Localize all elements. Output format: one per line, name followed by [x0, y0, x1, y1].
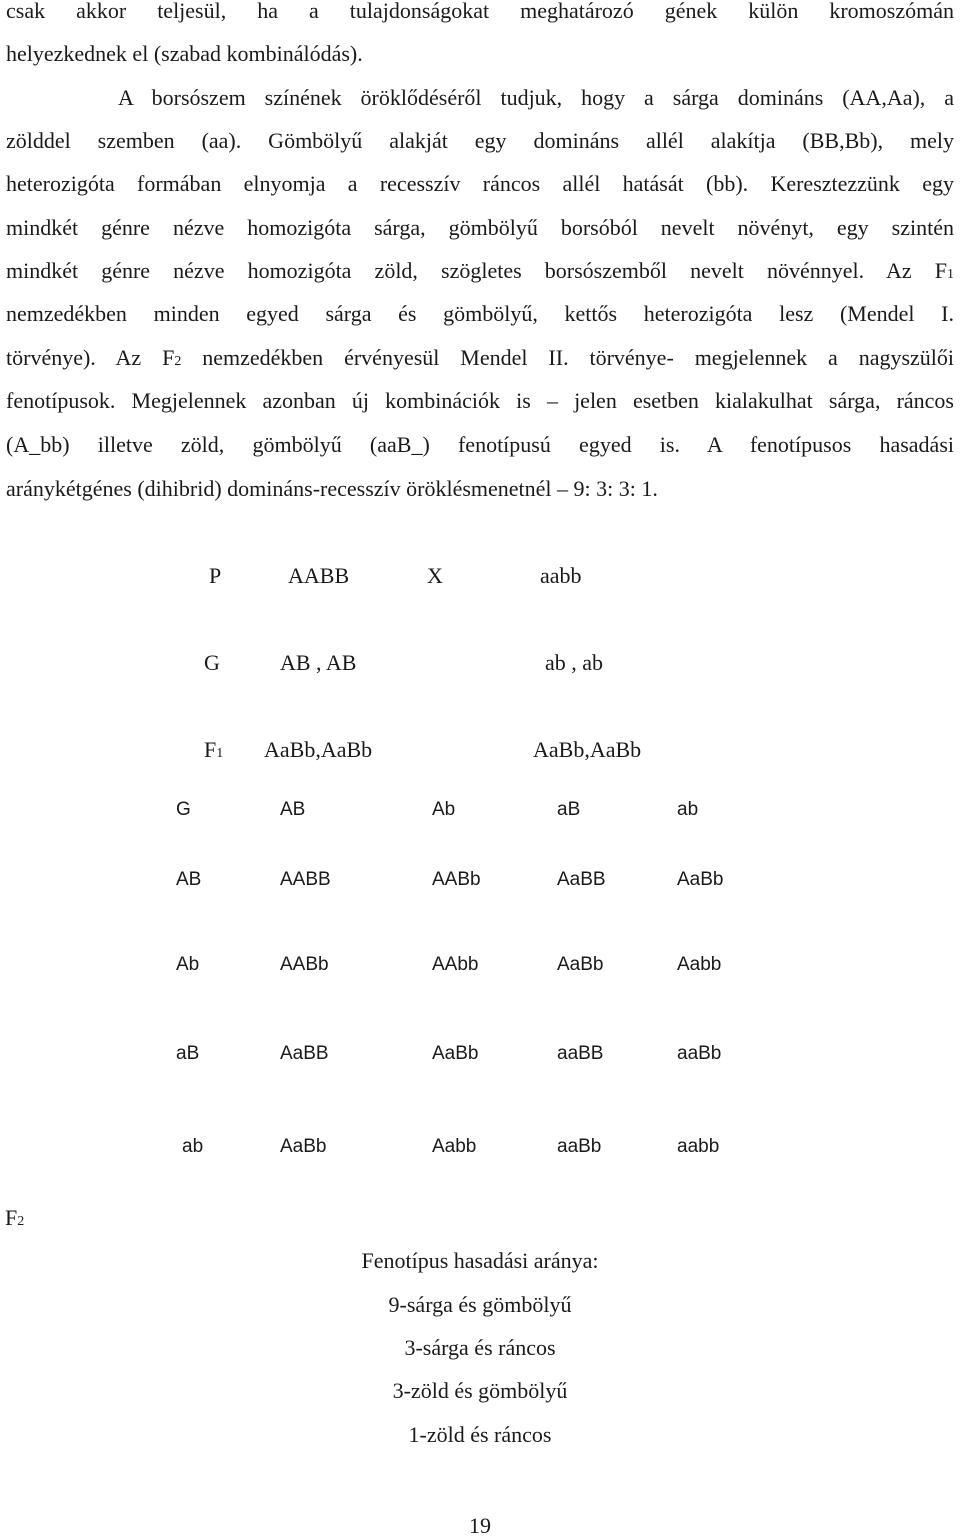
cross-symbol: X: [427, 563, 443, 588]
punnett-cell: aaBb: [677, 1043, 722, 1064]
paragraph-line: csak akkor teljesül, ha a tulajdonságokat meghatározó gének külön kromoszómán: [6, 0, 954, 23]
punnett-cell: Aabb: [677, 954, 722, 975]
phenotype-item: 1-zöld és ráncos: [408, 1422, 552, 1447]
punnett-cell: Aabb: [432, 1136, 477, 1157]
punnett-cell: AAbb: [432, 954, 479, 975]
paragraph-line: zölddel szemben (aa). Gömbölyű alakját egy domináns allél alakítja (BB,Bb), mely: [6, 128, 954, 153]
punnett-header-cell: Ab: [432, 799, 456, 820]
paragraph-line: mindkét génre nézve homozigóta zöld, szögletes borsószemből nevelt növénnyel. Az F1: [6, 258, 954, 283]
punnett-cell: AaBb: [677, 869, 724, 890]
punnett-cell: aaBb: [557, 1136, 602, 1157]
f2-label: F2: [5, 1205, 25, 1230]
paragraph-line: aránykétgénes (dihibrid) domináns-recesszív öröklésmenetnél – 9: 3: 3: 1.: [6, 476, 658, 501]
phenotype-item: 9-sárga és gömbölyű: [388, 1292, 572, 1317]
punnett-row-label: aB: [176, 1043, 200, 1064]
paragraph-line: fenotípusok. Megjelennek azonban új kombinációk is – jelen esetben kialakulhat sárga, ráncos: [6, 388, 954, 413]
f1-label: F1: [204, 737, 224, 762]
page-number: 19: [469, 1513, 491, 1538]
g-label: G: [204, 650, 220, 675]
paragraph-line: nemzedékben minden egyed sárga és gömbölyű, kettős heterozigóta lesz (Mendel I.: [6, 301, 954, 326]
p-label: P: [209, 563, 222, 588]
parent1-gametes: AB , AB: [280, 650, 357, 675]
punnett-cell: aabb: [677, 1136, 720, 1157]
punnett-header-cell: aB: [557, 799, 581, 820]
punnett-row-label: Ab: [176, 954, 200, 975]
punnett-row-label: AB: [176, 869, 202, 890]
punnett-cell: AaBb: [557, 954, 604, 975]
paragraph-line: törvénye). Az F2 nemzedékben érvényesül Mendel II. törvénye- megjelennek a nagyszülői: [6, 345, 954, 370]
punnett-cell: AaBB: [280, 1043, 329, 1064]
paragraph-line: A borsószem színének öröklődéséről tudjuk, hogy a sárga domináns (AA,Aa), a: [118, 85, 954, 110]
parent1-genotype: AABB: [288, 563, 350, 588]
paragraph-line: mindkét génre nézve homozigóta sárga, gömbölyű borsóból nevelt növényt, egy szintén: [6, 215, 954, 240]
punnett-header-cell: ab: [677, 799, 699, 820]
punnett-cell: AABB: [280, 869, 331, 890]
paragraph-line: heterozigóta formában elnyomja a recesszív ráncos allél hatását (bb). Keresztezzünk egy: [6, 171, 954, 196]
paragraph-line: helyezkednek el (szabad kombinálódás).: [6, 41, 363, 66]
punnett-header-cell: G: [176, 799, 191, 820]
punnett-header-cell: AB: [280, 799, 306, 820]
parent2-genotype: aabb: [540, 563, 582, 588]
punnett-cell: AABb: [280, 954, 329, 975]
phenotype-item: 3-sárga és ráncos: [404, 1335, 556, 1360]
paragraph-line: (A_bb) illetve zöld, gömbölyű (aaB_) fenotípusú egyed is. A fenotípusos hasadási: [6, 432, 954, 457]
parent2-gametes: ab , ab: [545, 650, 604, 675]
phenotype-item: 3-zöld és gömbölyű: [392, 1378, 568, 1403]
punnett-row-label: ab: [182, 1136, 204, 1157]
phenotype-title: Fenotípus hasadási aránya:: [361, 1248, 599, 1273]
f1-offspring-2: AaBb,AaBb: [533, 737, 642, 762]
punnett-cell: AaBb: [280, 1136, 327, 1157]
punnett-cell: AABb: [432, 869, 481, 890]
punnett-cell: AaBB: [557, 869, 606, 890]
punnett-cell: AaBb: [432, 1043, 479, 1064]
f1-offspring-1: AaBb,AaBb: [264, 737, 373, 762]
punnett-cell: aaBB: [557, 1043, 604, 1064]
